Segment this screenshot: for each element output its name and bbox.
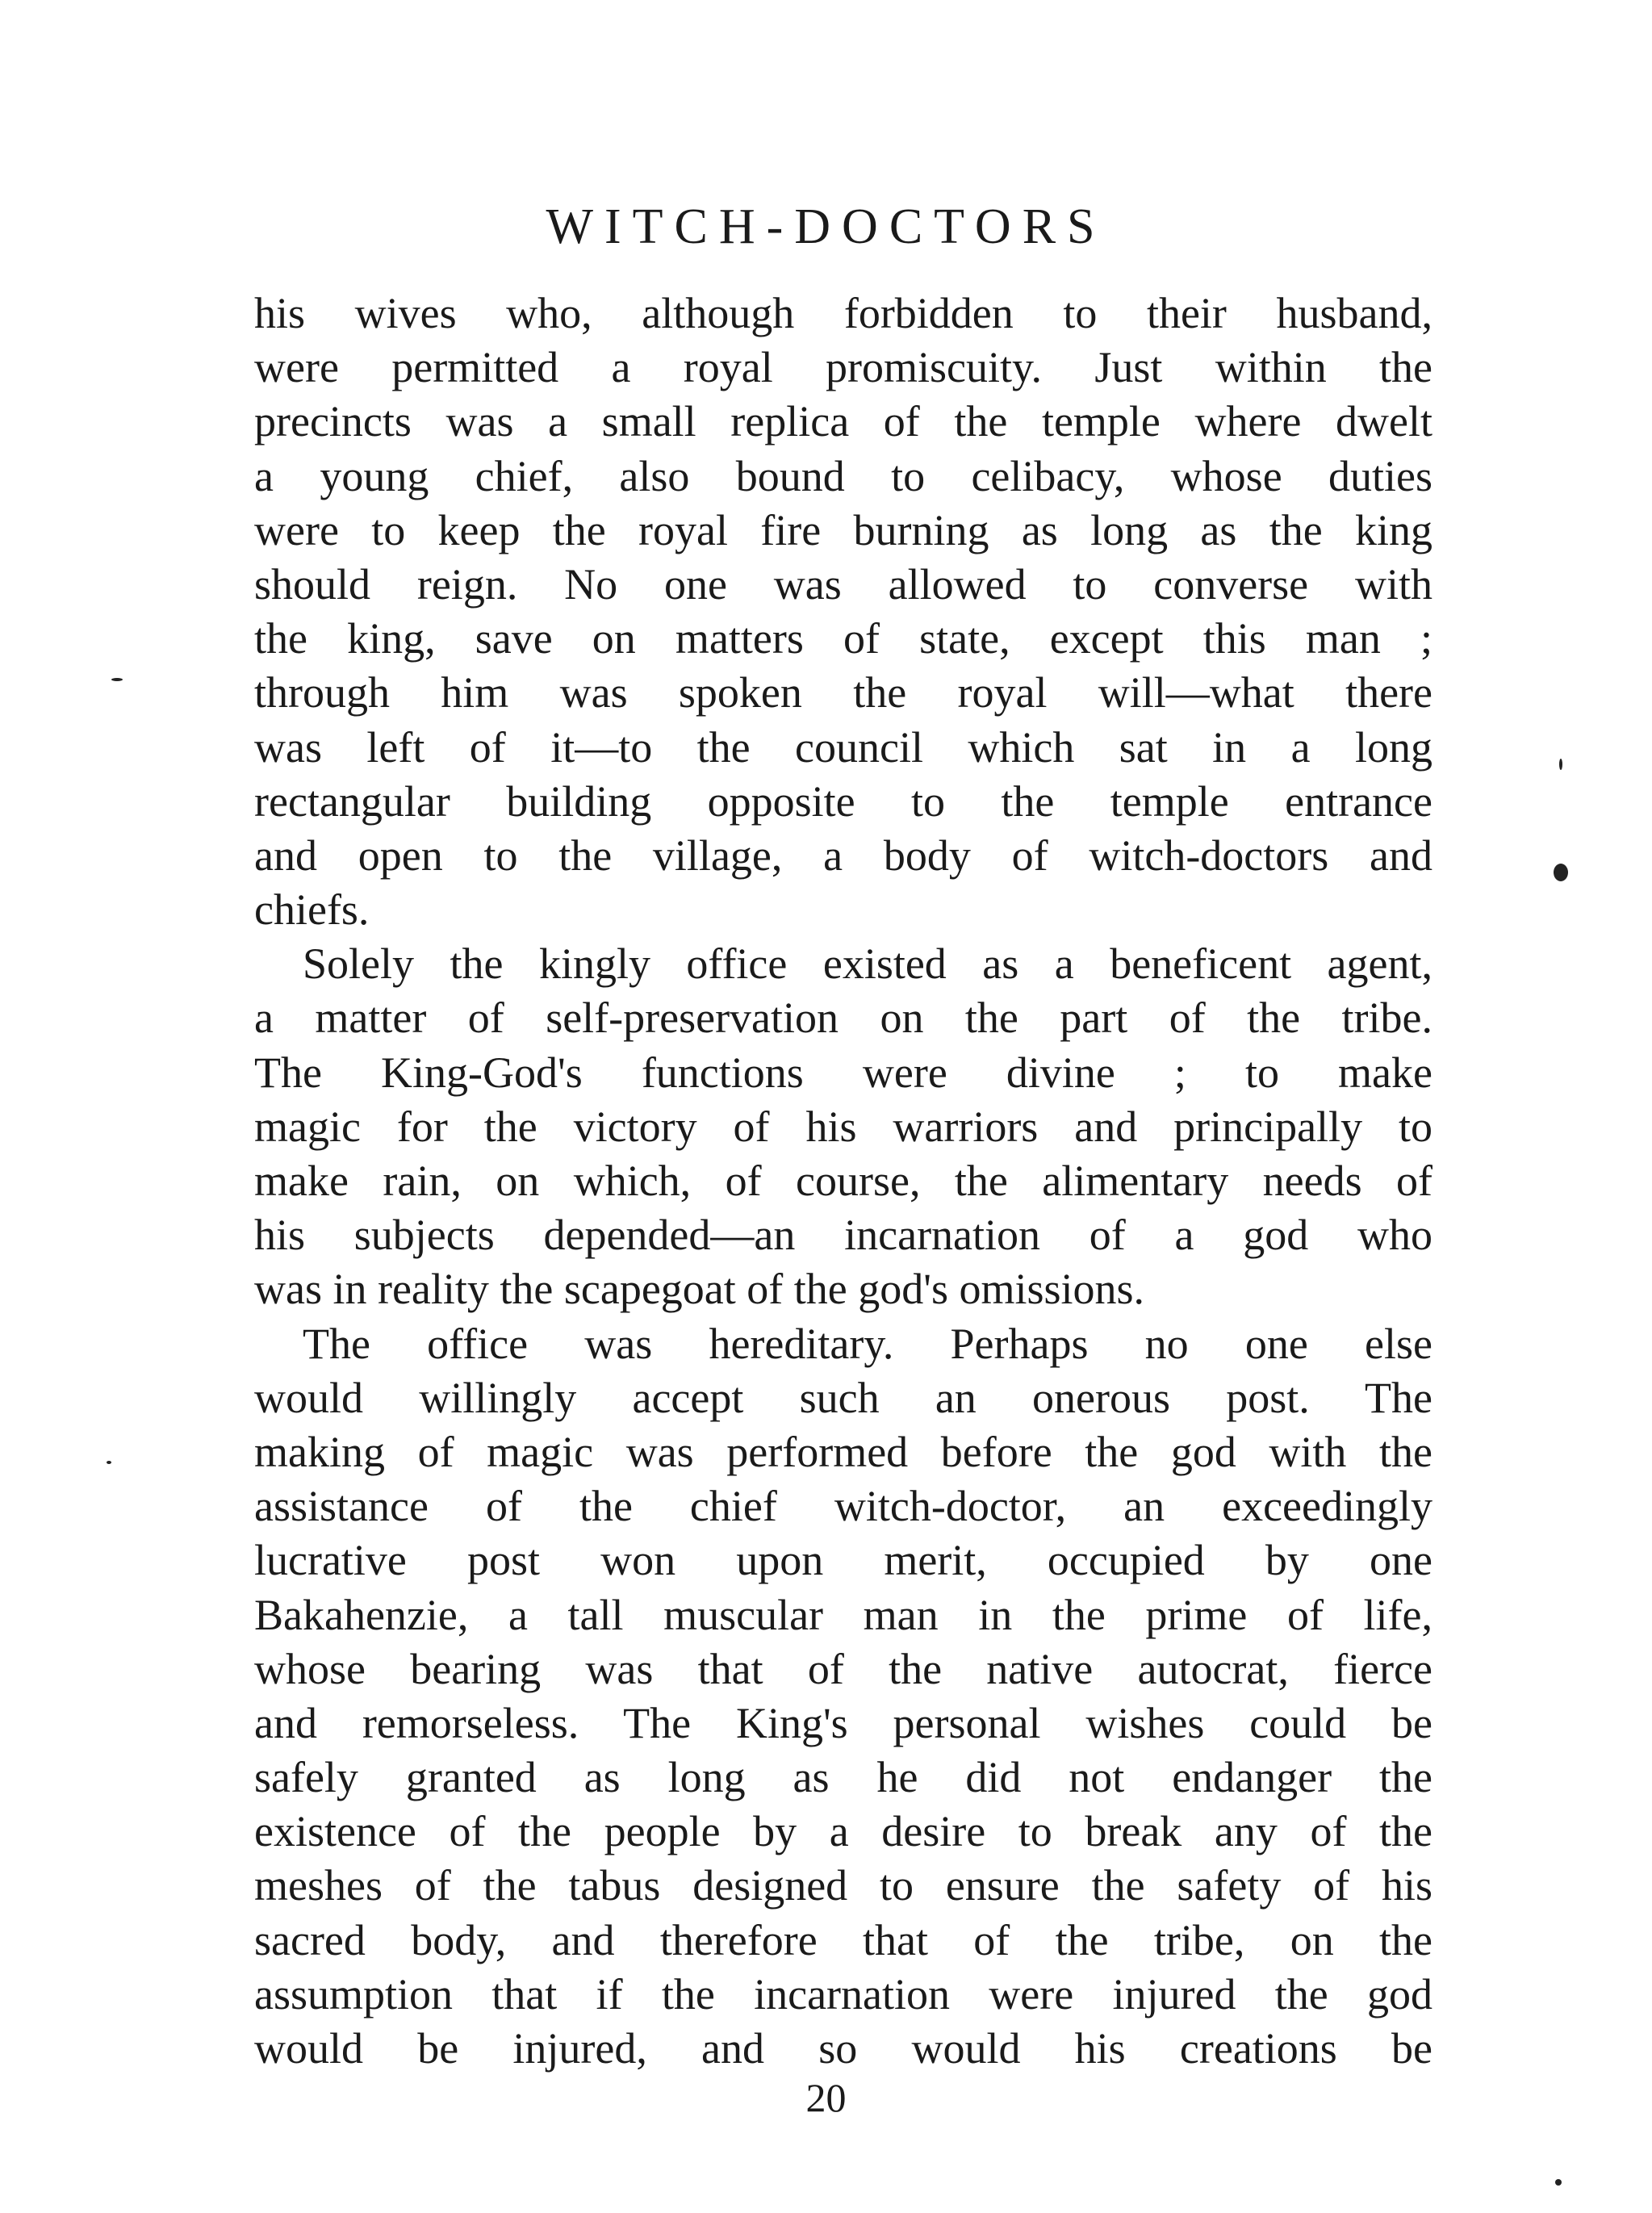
text-line: Solely the kingly office existed as a beneficent agent,	[303, 939, 1432, 989]
body-text	[254, 287, 1432, 2076]
text-line: chiefs.	[254, 885, 370, 935]
text-line: a young chief, also bound to celibacy, whose duties	[254, 451, 1432, 500]
text-line: make rain, on which, of course, the alimentary needs of	[254, 1157, 1432, 1205]
text-line: meshes of the tabus designed to ensure the safety of his	[254, 1861, 1432, 1910]
text-line: was left of it—to the council which sat in a long	[254, 722, 1432, 772]
text-line: Bakahenzie, a tall muscular man in the prime of life,	[254, 1590, 1432, 1639]
text-line: making of magic was performed before the god with the	[254, 1427, 1432, 1476]
margin-speck	[1559, 759, 1562, 770]
text-line: should reign. No one was allowed to converse with	[254, 559, 1432, 609]
text-line: The office was hereditary. Perhaps no one else	[303, 1319, 1432, 1368]
text-line: assumption that if the incarnation were injured the god	[254, 1969, 1432, 2018]
text-line: The King-God's functions were divine ; to make	[254, 1048, 1432, 1097]
paragraph	[254, 287, 1432, 937]
running-head: WITCH-DOCTORS	[546, 199, 1106, 254]
text-line: a matter of self-preservation on the part of the tribe.	[254, 994, 1432, 1043]
text-line: magic for the victory of his warriors and principally to	[254, 1102, 1432, 1151]
text-line: his subjects depended—an incarnation of a god who	[254, 1211, 1432, 1260]
text-line: lucrative post won upon merit, occupied by one	[254, 1536, 1432, 1585]
text-line: were to keep the royal fire burning as long as the king	[254, 505, 1432, 554]
margin-speck	[1555, 2179, 1562, 2186]
page-number: 20	[805, 2075, 847, 2120]
text-line: through him was spoken the royal will—what there	[254, 668, 1432, 717]
text-line: and remorseless. The King's personal wishes could be	[254, 1698, 1432, 1747]
text-line: assistance of the chief witch-doctor, an exceedingly	[254, 1482, 1432, 1531]
text-line: sacred body, and therefore that of the tribe, on the	[254, 1915, 1432, 1964]
paragraph	[254, 1317, 1432, 2077]
text-line: was in reality the scapegoat of the god's omissions.	[254, 1265, 1145, 1314]
text-line: safely granted as long as he did not endanger the	[254, 1753, 1432, 1802]
text-line: and open to the village, a body of witch-doctors and	[254, 830, 1432, 880]
text-line: were permitted a royal promiscuity. Just within the	[254, 343, 1432, 392]
margin-speck	[1554, 864, 1568, 881]
text-line: his wives who, although forbidden to their husband,	[254, 289, 1432, 337]
text-line: would willingly accept such an onerous post. The	[254, 1373, 1432, 1422]
text-line: precincts was a small replica of the temple where dwelt	[254, 397, 1432, 446]
paragraph	[254, 937, 1432, 1316]
text-line: existence of the people by a desire to break any of the	[254, 1807, 1432, 1856]
text-line: would be injured, and so would his creations be	[254, 2024, 1432, 2073]
margin-speck	[111, 678, 123, 681]
text-line: the king, save on matters of state, except this man ;	[254, 614, 1432, 663]
margin-speck	[107, 1461, 111, 1464]
text-line: whose bearing was that of the native autocrat, fierce	[254, 1644, 1432, 1693]
text-line: rectangular building opposite to the temple entrance	[254, 776, 1432, 826]
